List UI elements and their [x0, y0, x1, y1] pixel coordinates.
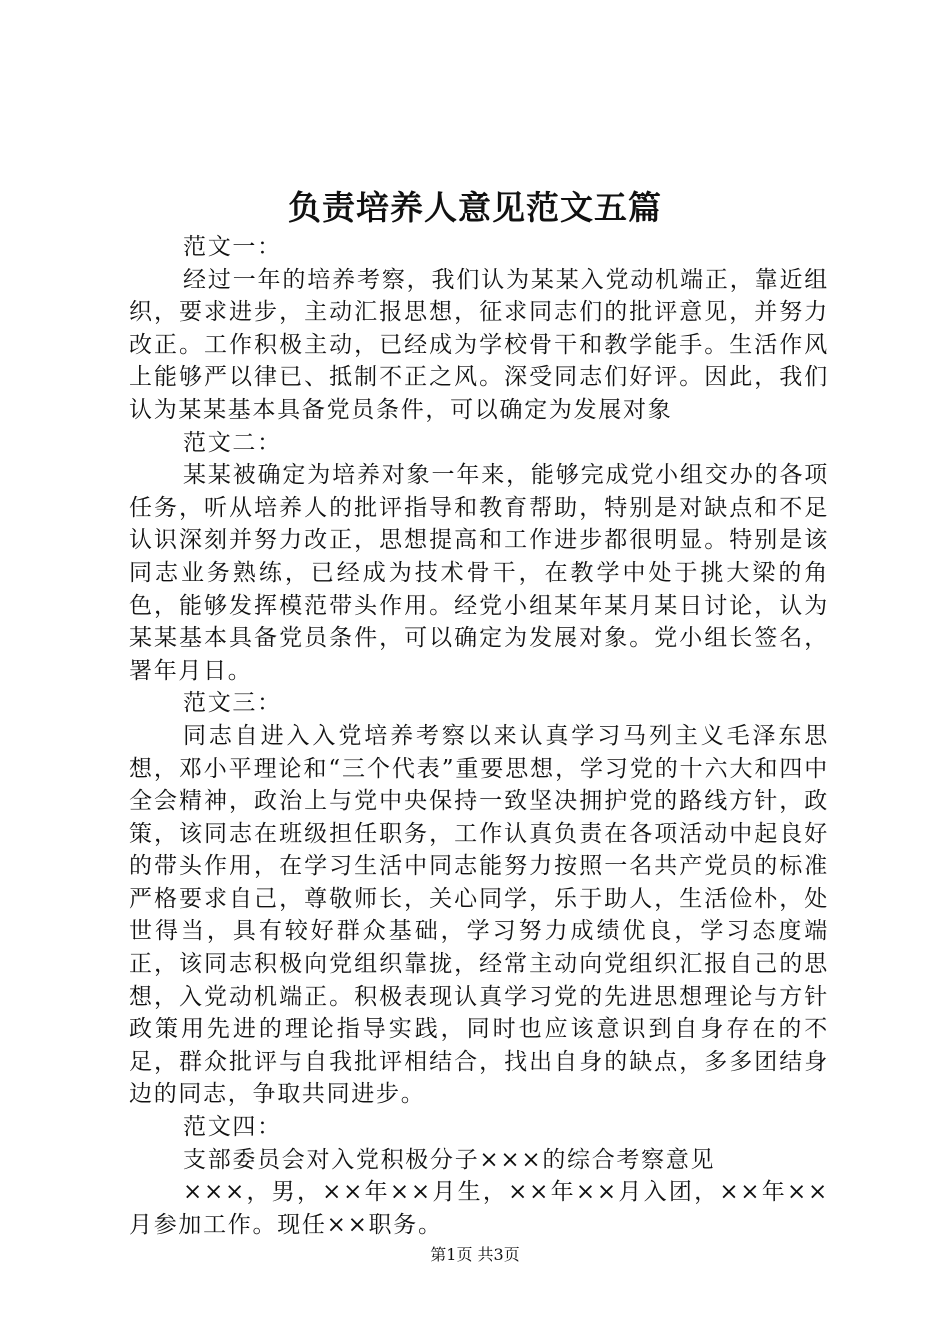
page-footer: 第1页 共3页 [430, 1245, 520, 1264]
document-title: 负责培养人意见范文五篇 [288, 188, 662, 227]
paragraph-4-heading: 支部委员会对入党积极分子×××的综合考察意见 [183, 1146, 716, 1173]
paragraph-1: 经过一年的培养考察，我们认为某某入党动机端正，靠近组织，要求进步，主动汇报思想，征求同志们的批评意见，并努力改正。工作积极主动，已经成为学校骨干和教学能手。生活作风上能够严以律已、抵制不正之风。深受同志们好评。因此，我们认为某某基本具备党员条件，可以确定为发展对象 [129, 266, 829, 423]
section-heading-3: 范文三： [183, 690, 282, 717]
document-body [129, 231, 829, 1241]
paragraph-4: ×××，男，××年××月生，××年××月入团，××年××月参加工作。现任××职务。 [129, 1179, 829, 1238]
paragraph-2: 某某被确定为培养对象一年来，能够完成党小组交办的各项任务，听从培养人的批评指导和教育帮助，特别是对缺点和不足认识深刻并努力改正，思想提高和工作进步都很明显。特别是该同志业务熟练，已经成为技术骨干，在教学中处于挑大梁的角色，能够发挥模范带头作用。经党小组某年某月某日讨论，认为某某基本具备党员条件，可以确定为发展对象。党小组长签名，署年月日。 [129, 462, 829, 684]
paragraph-3: 同志自进入入党培养考察以来认真学习马列主义毛泽东思想，邓小平理论和“三个代表”重要思想，学习党的十六大和四中全会精神，政治上与党中央保持一致坚决拥护党的路线方针，政策，该同志在班级担任职务，工作认真负责在各项活动中起良好的带头作用，在学习生活中同志能努力按照一名共产党员的标准严格要求自己，尊敬师长，关心同学，乐于助人，生活俭朴，处世得当，具有较好群众基础，学习努力成绩优良，学习态度端正，该同志积极向党组织靠拢，经常主动向党组织汇报自己的思想，入党动机端正。积极表现认真学习党的先进思想理论与方针政策用先进的理论指导实践，同时也应该意识到自身存在的不足，群众批评与自我批评相结合，找出自身的缺点，多多团结身边的同志，争取共同进步。 [129, 722, 829, 1108]
section-heading-4: 范文四： [183, 1114, 282, 1141]
section-heading-1: 范文一： [183, 234, 282, 260]
section-heading-2: 范文二： [183, 429, 282, 456]
